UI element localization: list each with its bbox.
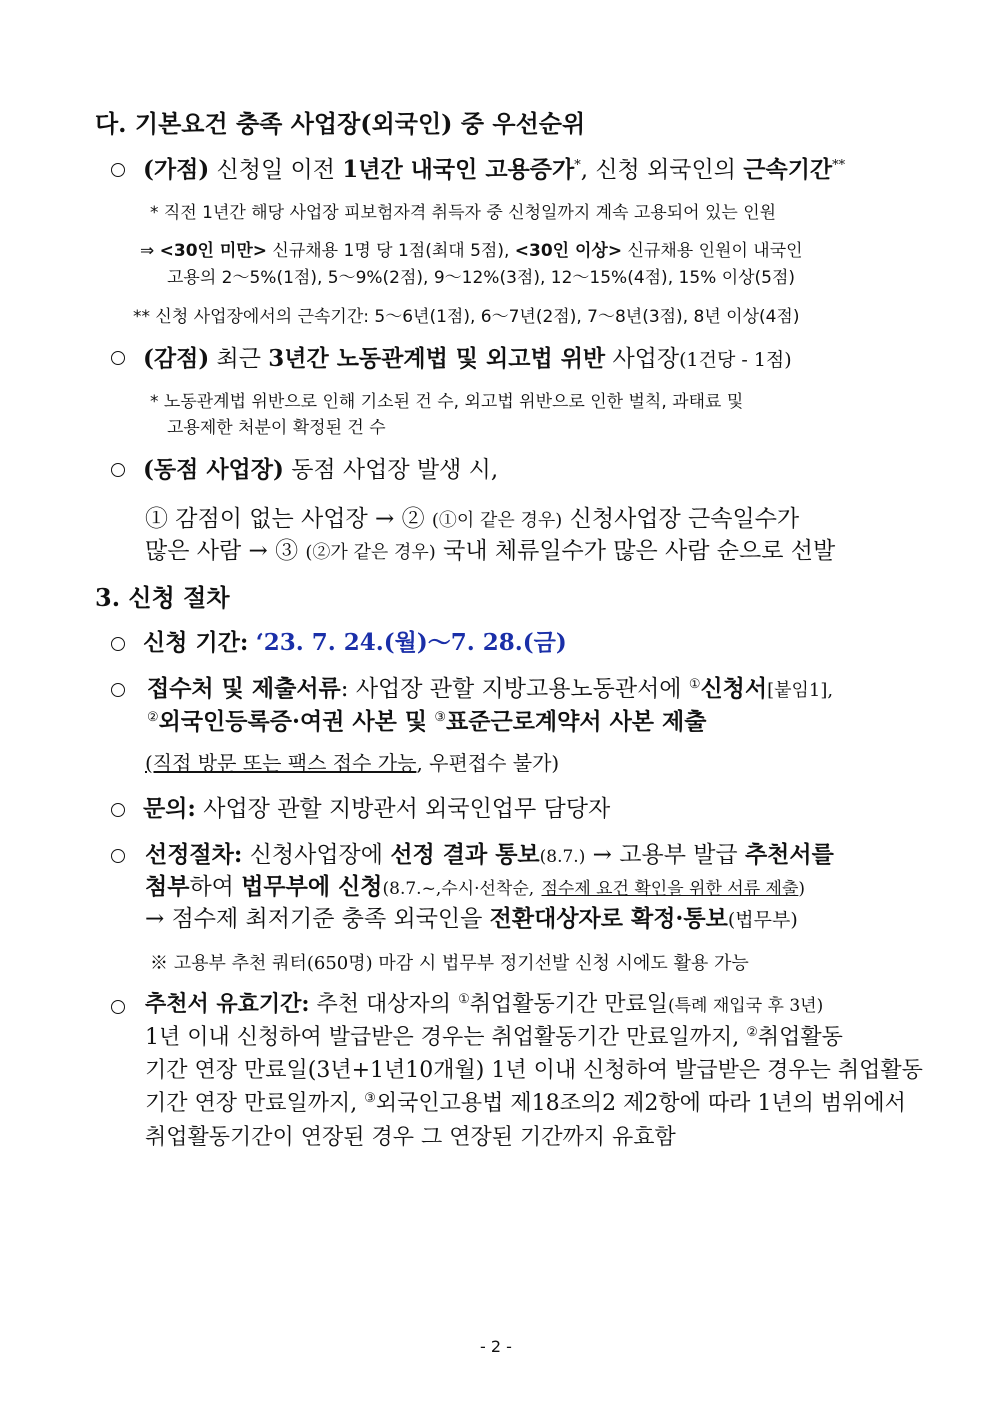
under-30-label: <30인 미만> bbox=[159, 241, 267, 261]
submit-line-1 bbox=[147, 670, 833, 703]
minus-text-1: 최근 bbox=[216, 346, 261, 372]
validity-line-4 bbox=[145, 1086, 906, 1117]
tie-rule-f: 국내 체류일수가 많은 사람 순으로 선발 bbox=[443, 538, 836, 564]
validity-label: 추천서 유효기간: bbox=[145, 991, 310, 1017]
footnote-mark: * bbox=[150, 392, 159, 412]
procedure-recommend: 추천서를 bbox=[744, 841, 834, 868]
bullet-circle-icon bbox=[111, 1000, 125, 1014]
validity-line-2 bbox=[145, 1020, 843, 1051]
bullet-circle-icon bbox=[111, 683, 125, 697]
tie-rule-d: 많은 사람 → ③ bbox=[145, 538, 299, 564]
section-heading-procedure: 3. 신청 절차 bbox=[95, 583, 230, 612]
plus-label: (가점) bbox=[143, 156, 210, 183]
doc-registration: 외국인등록증·여권 사본 및 bbox=[158, 708, 428, 735]
procedure-line-1 bbox=[145, 836, 834, 869]
validity-text-3: (특례 재입국 후 3년) bbox=[667, 996, 824, 1016]
validity-text-4: 1년 이내 신청하여 발급받은 경우는 취업활동기간 만료일까지, bbox=[145, 1025, 740, 1050]
procedure-attach: 첨부 bbox=[145, 873, 190, 900]
tie-rule-b: (①이 같은 경우) bbox=[431, 510, 563, 531]
bullet-circle-icon bbox=[111, 463, 125, 477]
minus-label: (감점) bbox=[143, 345, 210, 372]
footnote-text: 직전 1년간 해당 사업장 피보험자격 취득자 중 신청일까지 계속 고용되어 있는 인원 bbox=[163, 203, 777, 223]
validity-line-3: 기간 연장 만료일(3년+1년10개월) 1년 이내 신청하여 발급받은 경우는 취업활동 bbox=[145, 1058, 923, 1083]
tie-rule-a: ① 감점이 없는 사업장 → ② bbox=[145, 506, 425, 532]
procedure-label: 선정절차: bbox=[145, 841, 243, 868]
minus-text-3: 사업장 bbox=[612, 346, 680, 372]
section-heading-priority: 다. 기본요건 충족 사업장(외국인) 중 우선순위 bbox=[95, 109, 586, 138]
footnote-violation-1 bbox=[150, 387, 743, 412]
procedure-notify: 선정 결과 통보 bbox=[390, 841, 540, 868]
procedure-quota-note: ※ 고용부 추천 쿼터(650명) 마감 시 법무부 정기선발 신청 시에도 활용 가능 bbox=[150, 953, 749, 974]
doc-contract: 표준근로계약서 사본 제출 bbox=[446, 708, 707, 735]
plus-text-2: 1년간 내국인 고용증가 bbox=[342, 156, 575, 183]
footnote-text: 신청 사업장에서의 근속기간: 5～6년(1점), 6～7년(2점), 7～8년(3점), 8년 이상(4점) bbox=[155, 307, 800, 327]
plus-points-line bbox=[143, 151, 845, 184]
tie-text: 동점 사업장 발생 시, bbox=[291, 457, 499, 483]
plus-text-4: 근속기간 bbox=[743, 156, 833, 183]
page-number: - 2 - bbox=[480, 1337, 512, 1356]
tie-line bbox=[143, 451, 498, 484]
inquiry-text: 사업장 관할 지방관서 외국인업무 담당자 bbox=[203, 796, 611, 822]
bullet-circle-icon bbox=[111, 163, 125, 177]
footnote-tenure bbox=[133, 302, 800, 327]
plus-text-1: 신청일 이전 bbox=[216, 157, 335, 183]
procedure-text-1: 신청사업장에 bbox=[249, 842, 383, 868]
minus-text-4: (1건당 - 1점) bbox=[679, 349, 792, 371]
submit-line-2 bbox=[147, 703, 706, 736]
procedure-paren-close: ) bbox=[798, 879, 806, 899]
submit-label: 접수처 및 제출서류 bbox=[147, 675, 341, 702]
validity-text-1: 추천 대상자의 bbox=[316, 992, 452, 1017]
procedure-date-1: (8.7.) bbox=[539, 847, 586, 867]
circled-1: ① bbox=[688, 677, 701, 692]
inquiry-label: 문의: bbox=[143, 795, 196, 822]
tie-rule-e: (②가 같은 경우) bbox=[305, 542, 436, 563]
footnote-text: 노동관계법 위반으로 인해 기소된 건 수, 외고법 위반으로 인한 벌칙, 과태료 및 bbox=[163, 392, 744, 412]
procedure-line-3 bbox=[145, 900, 798, 933]
period-line bbox=[143, 624, 567, 657]
validity-line-1 bbox=[145, 987, 823, 1018]
procedure-date-2: (8.7.~,수시·선착순, bbox=[382, 879, 535, 899]
score-rule-line-2: 고용의 2～5%(1점), 5～9%(2점), 9～12%(3점), 12～15%(4점), 15% 이상(5점) bbox=[167, 268, 796, 288]
tie-rule-c: 신청사업장 근속일수가 bbox=[569, 506, 800, 532]
doc-application-ref: [붙임1], bbox=[767, 680, 834, 701]
bullet-circle-icon bbox=[111, 351, 125, 365]
procedure-text-4: → 점수제 최저기준 충족 외국인을 bbox=[145, 906, 483, 932]
footnote-hiring bbox=[150, 198, 776, 223]
minus-points-line bbox=[143, 340, 792, 373]
footnote-mark: * bbox=[150, 203, 159, 223]
submit-note bbox=[145, 747, 559, 776]
tie-rule-line-1 bbox=[145, 500, 799, 533]
bullet-circle-icon bbox=[111, 849, 125, 863]
period-label: 신청 기간: bbox=[143, 629, 249, 656]
procedure-line-2 bbox=[145, 868, 805, 901]
plus-mark-2: ** bbox=[832, 158, 846, 173]
tie-label: (동점 사업장) bbox=[143, 456, 284, 483]
submit-note-underlined: (직접 방문 또는 팩스 접수 가능 bbox=[145, 751, 417, 775]
tie-rule-line-2 bbox=[145, 532, 835, 565]
minus-text-2: 3년간 노동관계법 및 외고법 위반 bbox=[268, 345, 606, 372]
plus-mark-1: * bbox=[574, 158, 581, 173]
circled-1: ① bbox=[458, 992, 470, 1007]
score-rule-line-1 bbox=[140, 236, 803, 261]
submit-text: : 사업장 관할 지방고용노동관서에 bbox=[340, 676, 682, 702]
circled-3: ③ bbox=[434, 710, 447, 725]
circled-3: ③ bbox=[364, 1091, 376, 1106]
validity-line-5: 취업활동기간이 연장된 경우 그 연장된 기간까지 유효함 bbox=[145, 1125, 676, 1150]
over-30-label: <30인 이상> bbox=[514, 241, 623, 261]
validity-text-6: 기간 연장 만료일까지, bbox=[145, 1091, 358, 1116]
period-value: ‘23. 7. 24.(월)～7. 28.(금) bbox=[255, 629, 567, 656]
under-30-text: 신규채용 1명 당 1점(최대 5점), bbox=[272, 241, 510, 261]
over-30-text: 신규채용 인원이 내국인 bbox=[627, 241, 803, 261]
procedure-ministry: (법무부) bbox=[727, 909, 798, 931]
doc-application: 신청서 bbox=[700, 675, 768, 702]
validity-text-2: 취업활동기간 만료일 bbox=[469, 992, 668, 1017]
procedure-confirm: 전환대상자로 확정·통보 bbox=[489, 905, 728, 932]
procedure-text-2: → 고용부 발급 bbox=[592, 842, 738, 868]
procedure-apply-moj: 법무부에 신청 bbox=[241, 873, 383, 900]
bullet-circle-icon bbox=[111, 637, 125, 651]
submit-note-rest: , 우편접수 불가) bbox=[416, 751, 560, 775]
procedure-docs-note: 점수제 요건 확인을 위한 서류 제출 bbox=[541, 879, 799, 899]
bullet-circle-icon bbox=[111, 803, 125, 817]
validity-text-5: 취업활동 bbox=[757, 1025, 843, 1050]
inquiry-line bbox=[143, 790, 610, 823]
validity-text-7: 외국인고용법 제18조의2 제2항에 따라 1년의 범위에서 bbox=[375, 1091, 906, 1116]
circled-2: ② bbox=[746, 1025, 758, 1040]
procedure-text-3: 하여 bbox=[189, 874, 234, 900]
plus-text-3: , 신청 외국인의 bbox=[580, 157, 736, 183]
arrow-icon: ⇒ bbox=[140, 241, 155, 261]
footnote-violation-2: 고용제한 처분이 확정된 건 수 bbox=[167, 418, 386, 438]
circled-2: ② bbox=[147, 710, 159, 725]
footnote-mark: ** bbox=[133, 307, 150, 327]
